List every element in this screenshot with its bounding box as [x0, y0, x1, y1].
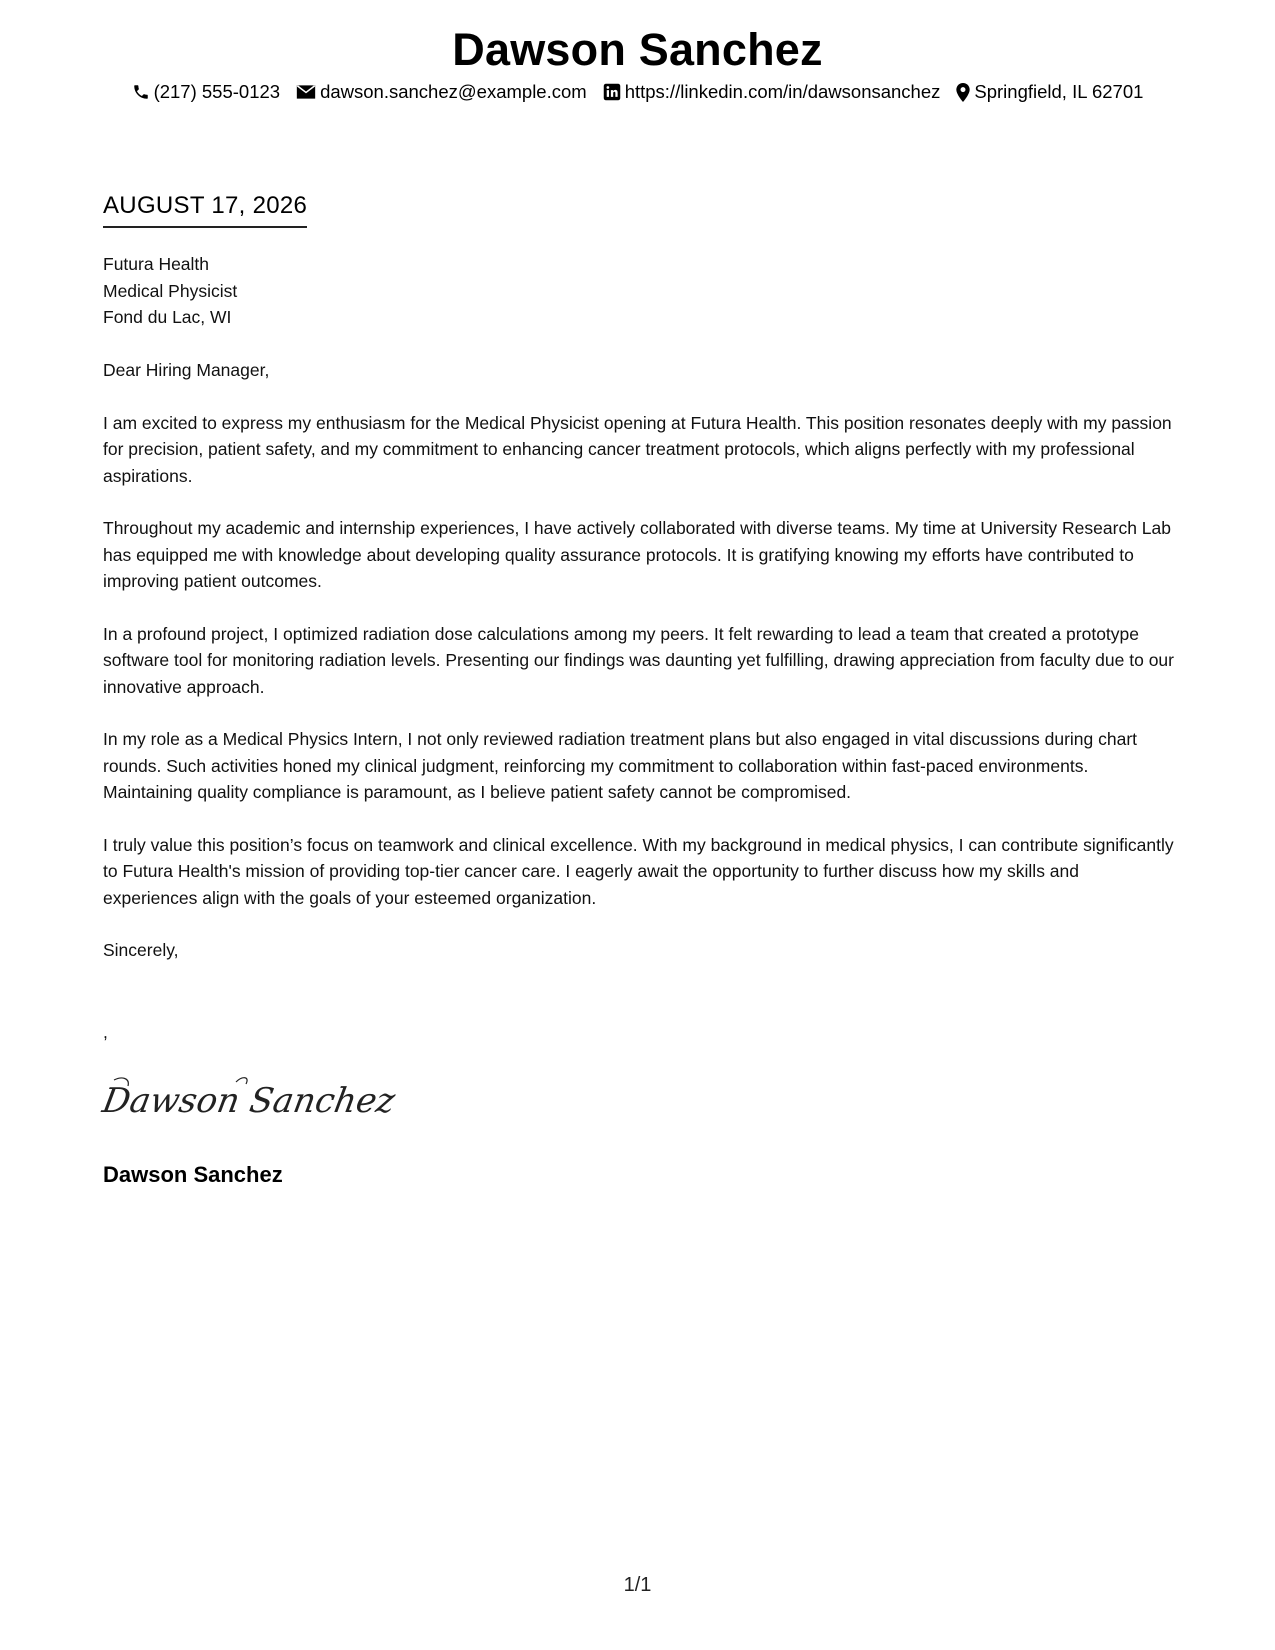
linkedin-icon	[603, 83, 621, 101]
phone-icon	[132, 83, 150, 101]
email-text[interactable]: dawson.sanchez@example.com	[320, 81, 587, 102]
contact-location	[956, 80, 1143, 104]
phone-text: (217) 555-0123	[153, 81, 281, 102]
linkedin-text[interactable]: https://linkedin.com/in/dawsonsanchez	[624, 81, 941, 102]
contact-bar	[0, 80, 1275, 104]
envelope-icon	[296, 84, 316, 100]
closing: Sincerely,	[103, 940, 179, 960]
stray-comma: ,	[103, 1022, 108, 1042]
contact-phone	[132, 80, 281, 104]
recipient-company: Futura Health	[103, 254, 210, 274]
handwritten-signature	[99, 1072, 398, 1133]
signer-name: Dawson Sanchez	[103, 1162, 283, 1187]
map-pin-icon	[956, 83, 970, 102]
paragraph: In my role as a Medical Physics Intern, I not only reviewed radiation treatment plans but also engaged in vital discussions during chart rounds. Such activities honed my clinical judgment, reinforcing my commitment to collaboration within fast-paced environments. Maintaining quality compliance is paramount, as I believe patient safety cannot be compromised.	[103, 729, 1138, 802]
paragraph: In a profound project, I optimized radiation dose calculations among my peers. It felt rewarding to lead a team that created a prototype software tool for monitoring radiation levels. Presenting our findings was daunting yet fulfilling, drawing appreciation from faculty due to our innovative approach.	[103, 623, 1174, 697]
applicant-name: Dawson Sanchez	[452, 24, 823, 75]
recipient-block	[103, 251, 237, 331]
location-text: Springfield, IL 62701	[974, 81, 1144, 102]
signature-image	[99, 1072, 398, 1128]
signature-glyphs: Dawson Sanchez	[99, 1081, 398, 1121]
letter-body	[103, 357, 1175, 990]
paragraph: I truly value this position’s focus on teamwork and clinical excellence. With my background in medical physics, I can contribute significantly to Futura Health's mission of providing top-tier cancer care. I eagerly await the opportunity to further discuss how my skills and experiences align with the goals of your esteemed organization.	[103, 834, 1174, 908]
paragraph: I am excited to express my enthusiasm for the Medical Physicist opening at Futura Health. This position resonates deeply with my passion for precision, patient safety, and my commitment to enhancing cancer treatment protocols, which aligns perfectly with my professional aspirations.	[103, 412, 1172, 486]
paragraph: Throughout my academic and internship experiences, I have actively collaborated with diverse teams. My time at University Research Lab has equipped me with knowledge about developing quality assurance protocols. It is gratifying knowing my efforts have contributed to improving patient outcomes.	[103, 518, 1172, 591]
recipient-position: Medical Physicist	[103, 280, 238, 301]
salutation: Dear Hiring Manager,	[103, 360, 270, 380]
page-number: 1/1	[623, 1574, 652, 1596]
contact-linkedin[interactable]	[603, 80, 941, 104]
letter-date: AUGUST 17, 2026	[103, 190, 307, 228]
contact-email[interactable]	[296, 80, 587, 104]
recipient-location: Fond du Lac, WI	[103, 307, 232, 327]
